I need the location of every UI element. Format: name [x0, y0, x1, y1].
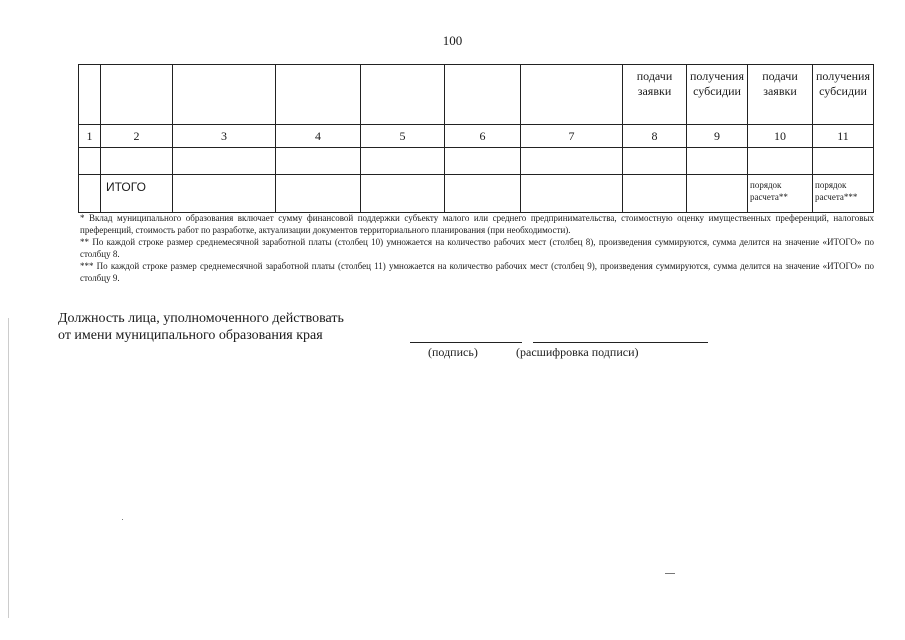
header-cell [101, 65, 173, 125]
table-cell [173, 148, 276, 175]
name-line [533, 342, 708, 343]
column-number: 1 [79, 125, 101, 148]
table-cell [361, 175, 445, 213]
header-cell [445, 65, 521, 125]
name-caption: (расшифровка подписи) [516, 345, 639, 359]
table-header-row [79, 65, 874, 125]
column-number: 5 [361, 125, 445, 148]
column-number: 9 [687, 125, 748, 148]
header-cell [276, 65, 361, 125]
column-number-row [79, 125, 874, 148]
table-cell [623, 148, 687, 175]
calc-method-col11: порядок расчета*** [813, 175, 874, 213]
total-label: ИТОГО [101, 175, 173, 213]
column-number: 10 [748, 125, 813, 148]
scan-edge-mark [8, 318, 9, 618]
scan-speck [122, 519, 123, 520]
signature-line [410, 342, 522, 343]
column-number: 7 [521, 125, 623, 148]
table-cell [687, 148, 748, 175]
column-number: 6 [445, 125, 521, 148]
header-cell: подачи заявки [748, 65, 813, 125]
header-cell: подачи заявки [623, 65, 687, 125]
header-cell: получения субсидии [813, 65, 874, 125]
header-cell [361, 65, 445, 125]
column-number: 3 [173, 125, 276, 148]
table-cell [687, 175, 748, 213]
header-cell [79, 65, 101, 125]
data-table [78, 64, 874, 213]
total-row [79, 175, 874, 213]
table-cell [623, 175, 687, 213]
table-cell [445, 148, 521, 175]
table-cell [276, 175, 361, 213]
table-cell [79, 175, 101, 213]
column-number: 8 [623, 125, 687, 148]
table-cell [361, 148, 445, 175]
signatory-title [58, 310, 344, 344]
header-cell [173, 65, 276, 125]
table-row [79, 148, 874, 175]
table-cell [101, 148, 173, 175]
footnote-2: ** По каждой строке размер среднемесячной заработной платы (столбец 10) умножается на количество рабочих мест (столбец 8), произведения суммируются, сумма делится на значение «ИТОГО» по столбцу 8. [80, 237, 874, 259]
header-cell: получения субсидии [687, 65, 748, 125]
page-number: 100 [442, 33, 463, 48]
signatory-title-line-1: Должность лица, уполномоченного действовать [58, 311, 344, 326]
scan-speck [665, 573, 675, 574]
signature-caption: (подпись) [428, 345, 478, 359]
footnote-1: * Вклад муниципального образования включает сумму финансовой поддержки субъекту малого или среднего предпринимательства, стоимостную оценку имущественных преференций, налоговых преференций, стоимость работ по разработке, актуализации документов территориального планирования (при необходимости). [80, 213, 874, 235]
column-number: 4 [276, 125, 361, 148]
table-cell [748, 148, 813, 175]
signatory-title-line-2: от имени муниципального образования края [58, 328, 323, 343]
table-cell [521, 175, 623, 213]
table-cell [276, 148, 361, 175]
table-cell [813, 148, 874, 175]
footnote-3: *** По каждой строке размер среднемесячной заработной платы (столбец 11) умножается на количество рабочих мест (столбец 9), произведения суммируются, сумма делится на значение «ИТОГО» по столбцу 9. [80, 261, 874, 283]
footnotes [80, 212, 874, 284]
header-cell [521, 65, 623, 125]
table-cell [173, 175, 276, 213]
table-cell [521, 148, 623, 175]
table-cell [79, 148, 101, 175]
table-cell [445, 175, 521, 213]
column-number: 11 [813, 125, 874, 148]
column-number: 2 [101, 125, 173, 148]
calc-method-col10: порядок расчета** [748, 175, 813, 213]
